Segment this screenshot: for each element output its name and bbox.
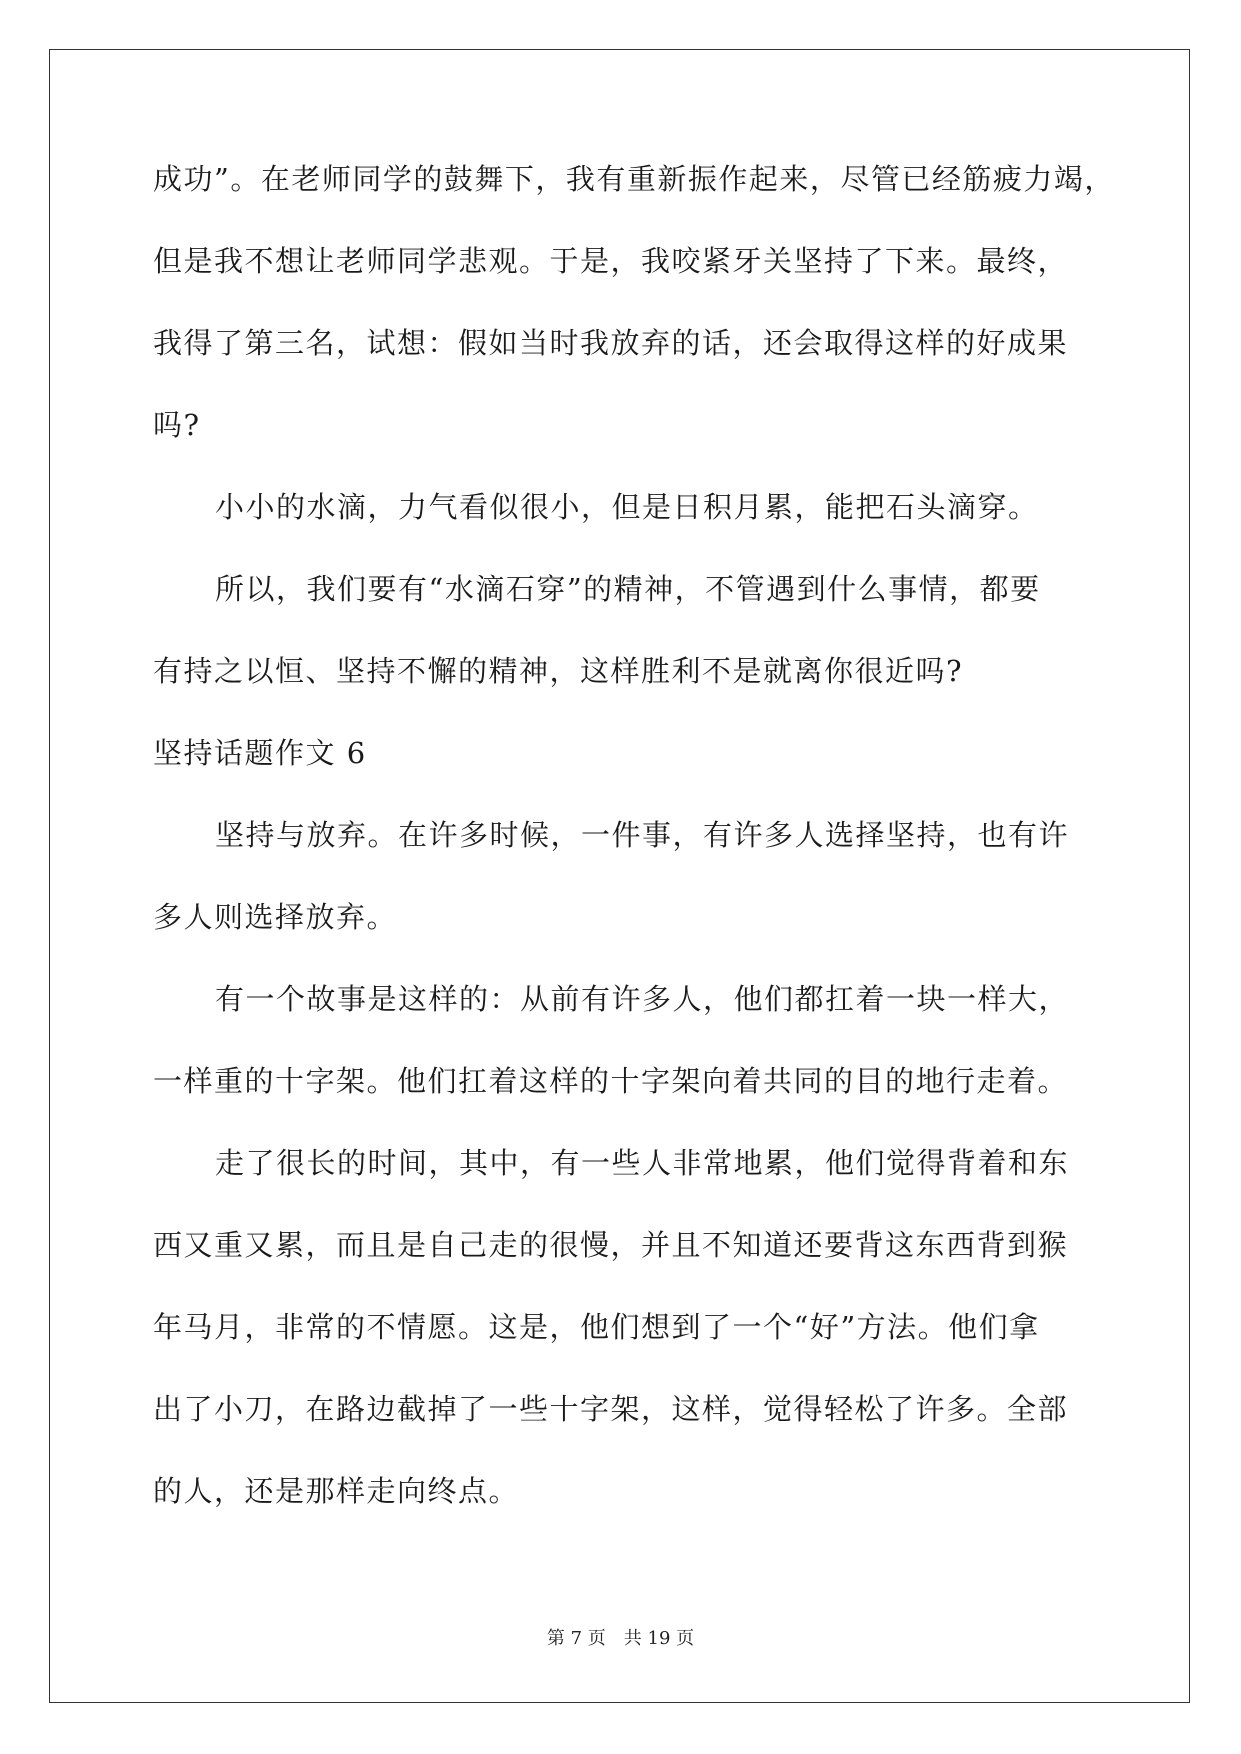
page-border	[49, 49, 1190, 1703]
text-line: 出了小刀，在路边截掉了一些十字架，这样，觉得轻松了许多。全部	[153, 1392, 1069, 1426]
paragraph-start: 小小的水滴，力气看似很小，但是日积月累，能把石头滴穿。	[215, 490, 1039, 524]
paragraph-start: 坚持与放弃。在许多时候，一件事，有许多人选择坚持，也有许	[215, 818, 1070, 852]
text-line: 有持之以恒、坚持不懈的精神，这样胜利不是就离你很近吗?	[153, 654, 964, 688]
text-line: 成功”。在老师同学的鼓舞下，我有重新振作起来，尽管已经筋疲力竭，	[153, 162, 1115, 196]
paragraph-start: 走了很长的时间，其中，有一些人非常地累，他们觉得背着和东	[215, 1146, 1070, 1180]
text-line: 的人，还是那样走向终点。	[153, 1474, 520, 1508]
text-line: 吗?	[153, 408, 201, 442]
text-line: 我得了第三名，试想：假如当时我放弃的话，还会取得这样的好成果	[153, 326, 1069, 360]
paragraph-start: 有一个故事是这样的：从前有许多人，他们都扛着一块一样大，	[215, 982, 1070, 1016]
text-line: 年马月，非常的不情愿。这是，他们想到了一个“好”方法。他们拿	[153, 1310, 1040, 1344]
text-line: 但是我不想让老师同学悲观。于是，我咬紧牙关坚持了下来。最终，	[153, 244, 1069, 278]
section-heading: 坚持话题作文 6	[153, 736, 367, 770]
text-line: 西又重又累，而且是自己走的很慢，并且不知道还要背这东西背到猴	[153, 1228, 1069, 1262]
paragraph-start: 所以，我们要有“水滴石穿”的精神，不管遇到什么事情，都要	[215, 572, 1041, 606]
page-number: 第 7 页 共 19 页	[546, 1628, 695, 1649]
text-line: 一样重的十字架。他们扛着这样的十字架向着共同的目的地行走着。	[153, 1064, 1069, 1098]
text-line: 多人则选择放弃。	[153, 900, 398, 934]
